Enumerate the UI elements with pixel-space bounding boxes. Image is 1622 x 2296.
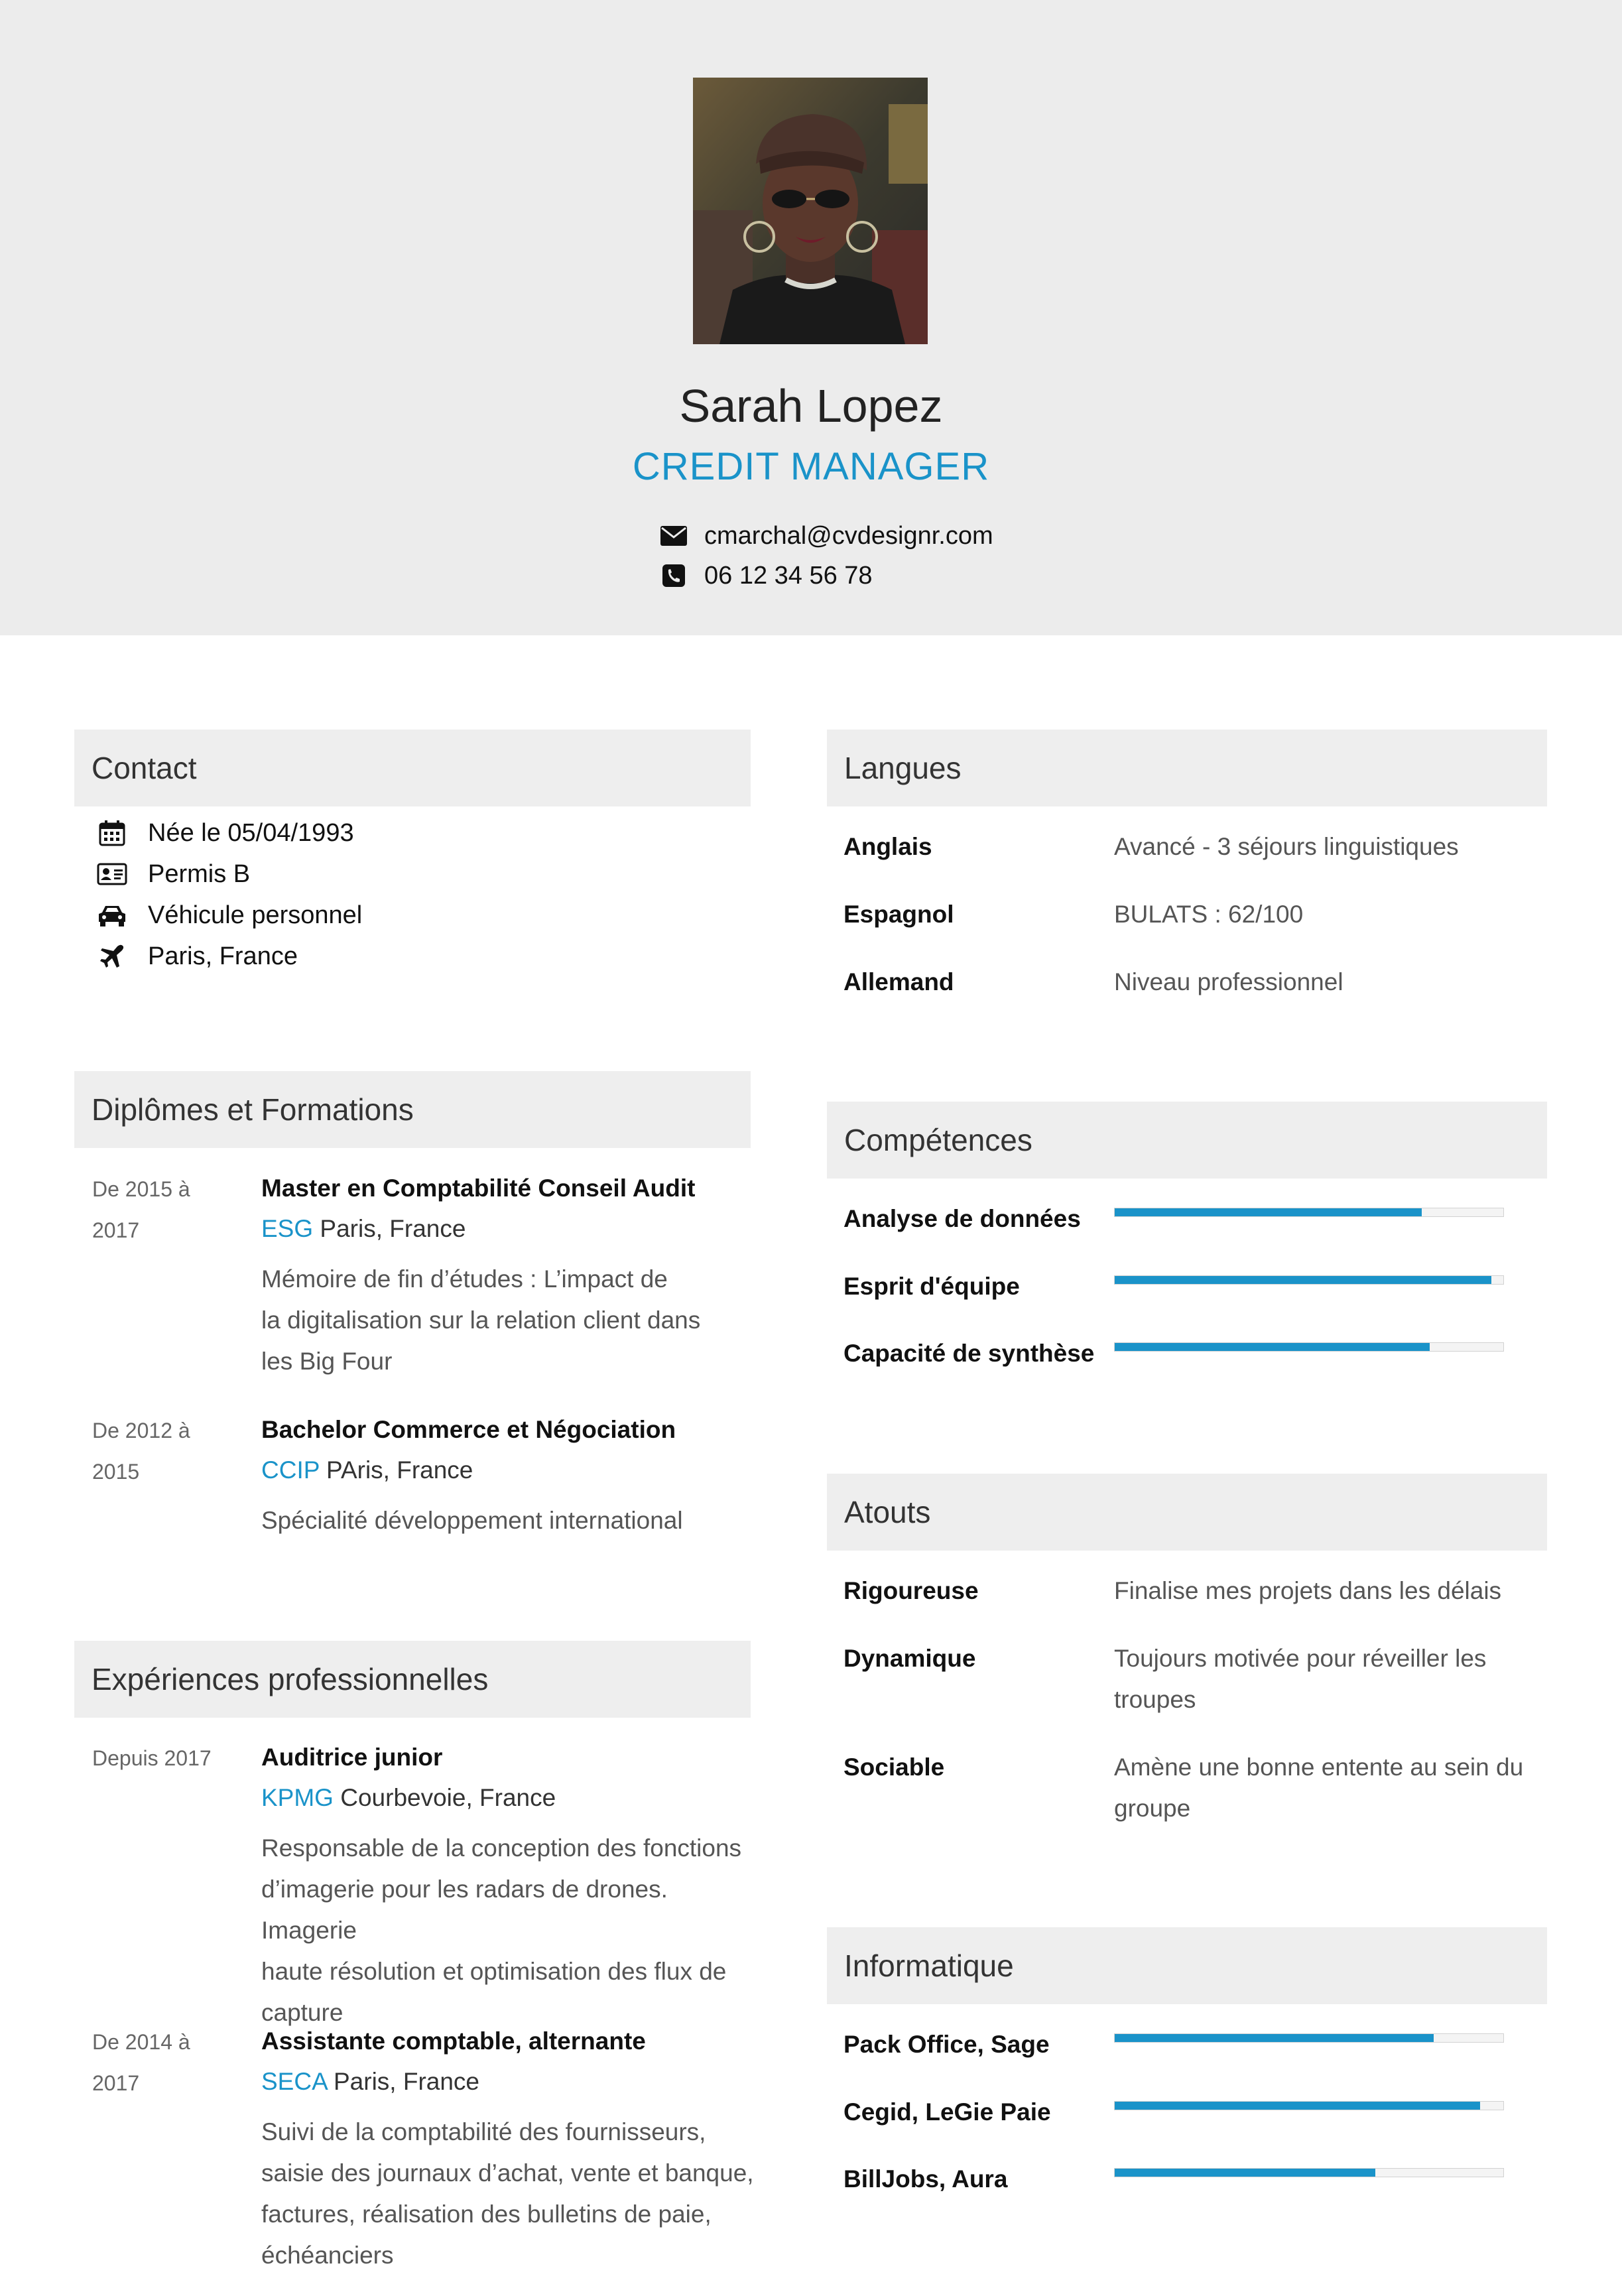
experience-entry bbox=[261, 1738, 765, 2033]
phone-icon bbox=[660, 562, 688, 590]
strengths-section-title: Atouts bbox=[827, 1474, 1547, 1551]
entry-org: KPMG Courbevoie, France bbox=[261, 1784, 556, 1811]
entry-org: SECA Paris, France bbox=[261, 2068, 480, 2095]
entry-title: Bachelor Commerce et Négociation bbox=[261, 1416, 676, 1443]
plane-icon bbox=[96, 940, 128, 972]
skill-bar bbox=[1114, 1208, 1504, 1217]
it-row: Cegid, LeGie Paie bbox=[843, 2098, 1051, 2126]
entry-org: CCIP PAris, France bbox=[261, 1456, 473, 1484]
it-row: Pack Office, Sage bbox=[843, 2031, 1050, 2058]
language-row: Allemand Niveau professionnel bbox=[843, 968, 1343, 995]
experience-date: De 2014 à 2017 bbox=[92, 2030, 190, 2095]
education-entry bbox=[261, 1169, 765, 1382]
skill-row: Capacité de synthèse bbox=[843, 1340, 1095, 1367]
it-row: BillJobs, Aura bbox=[843, 2165, 1008, 2193]
it-bar-fill bbox=[1115, 2102, 1480, 2110]
skill-row: Esprit d'équipe bbox=[843, 1273, 1020, 1300]
entry-description: Responsable de la conception des fonctions d’imagerie pour les radars de drones. Imagerie haute résolution et optimisation des flux de capture bbox=[261, 1834, 742, 2026]
email-text[interactable]: cmarchal@cvdesignr.com bbox=[704, 521, 993, 550]
language-row: Espagnol BULATS : 62/100 bbox=[843, 901, 1304, 928]
contact-item-vehicle: Véhicule personnel bbox=[96, 895, 362, 935]
strength-row: Dynamique Toujours motivée pour réveiller les troupes bbox=[843, 1645, 1487, 1713]
skill-bar bbox=[1114, 1342, 1504, 1352]
profile-photo bbox=[693, 78, 928, 344]
languages-section-title: Langues bbox=[827, 730, 1547, 806]
strength-row: Sociable Amène une bonne entente au sein du groupe bbox=[843, 1754, 1524, 1822]
entry-title: Master en Comptabilité Conseil Audit bbox=[261, 1175, 696, 1202]
phone-text[interactable]: 06 12 34 56 78 bbox=[704, 561, 873, 590]
it-bar bbox=[1114, 2168, 1504, 2177]
envelope-icon bbox=[660, 522, 688, 550]
skill-bar bbox=[1114, 1275, 1504, 1285]
contact-item-license: Permis B bbox=[96, 854, 250, 894]
person-name: Sarah Lopez bbox=[679, 380, 943, 432]
contact-item-birthdate: Née le 05/04/1993 bbox=[96, 813, 354, 853]
skill-bar-fill bbox=[1115, 1276, 1491, 1284]
it-bar-fill bbox=[1115, 2034, 1434, 2042]
entry-org: ESG Paris, France bbox=[261, 1215, 466, 1242]
skills-section-title: Compétences bbox=[827, 1102, 1547, 1179]
entry-description: Spécialité développement international bbox=[261, 1507, 683, 1534]
email-row[interactable] bbox=[660, 516, 993, 556]
language-row: Anglais Avancé - 3 séjours linguistiques bbox=[843, 833, 1459, 860]
skill-bar-fill bbox=[1115, 1343, 1430, 1351]
strength-row: Rigoureuse Finalise mes projets dans les délais bbox=[843, 1577, 1502, 1604]
it-bar-fill bbox=[1115, 2169, 1375, 2177]
skill-bar-fill bbox=[1115, 1208, 1422, 1216]
contact-item-location: Paris, France bbox=[96, 936, 298, 976]
education-entry bbox=[261, 1410, 765, 1541]
entry-title: Assistante comptable, alternante bbox=[261, 2027, 646, 2055]
it-bar bbox=[1114, 2101, 1504, 2110]
it-bar bbox=[1114, 2033, 1504, 2043]
education-section-title: Diplômes et Formations bbox=[74, 1071, 751, 1148]
entry-description: Suivi de la comptabilité des fournisseurs, saisie des journaux d’achat, vente et banque, factures, réalisation des bulletins de paie, échéanciers bbox=[261, 2118, 754, 2269]
resume-header bbox=[0, 0, 1622, 635]
contact-section-title: Contact bbox=[74, 730, 751, 806]
education-date: De 2015 à 2017 bbox=[92, 1177, 190, 1242]
experience-date: Depuis 2017 bbox=[92, 1746, 212, 1770]
phone-row[interactable] bbox=[660, 556, 873, 596]
experience-entry bbox=[261, 2021, 765, 2276]
id-card-icon bbox=[96, 858, 128, 890]
entry-title: Auditrice junior bbox=[261, 1744, 443, 1771]
skill-row: Analyse de données bbox=[843, 1205, 1081, 1232]
entry-description: Mémoire de fin d’études : L’impact de la digitalisation sur la relation client dans les Big Four bbox=[261, 1265, 701, 1375]
job-title: CREDIT MANAGER bbox=[632, 445, 990, 488]
car-icon bbox=[96, 899, 128, 931]
education-date: De 2012 à 2015 bbox=[92, 1419, 190, 1484]
calendar-icon bbox=[96, 817, 128, 849]
it-section-title: Informatique bbox=[827, 1927, 1547, 2004]
experience-section-title: Expériences professionnelles bbox=[74, 1641, 751, 1718]
